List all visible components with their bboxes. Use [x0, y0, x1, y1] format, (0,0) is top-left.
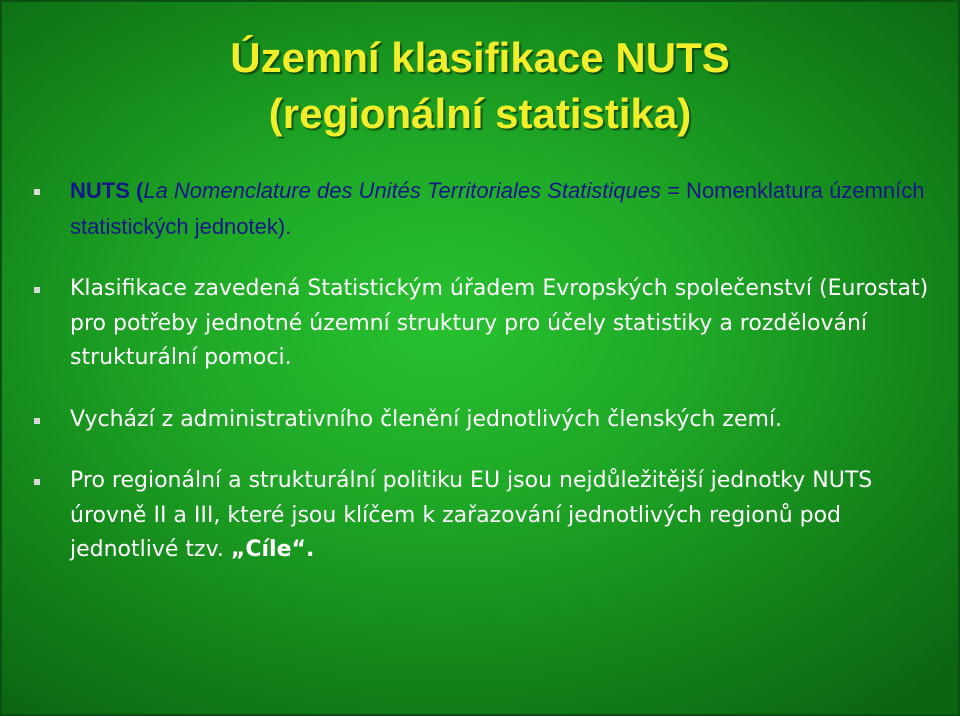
title-line-2: (regionální statistika) [268, 90, 692, 137]
square-bullet-icon [34, 418, 40, 424]
bullet-text: Vychází z administrativního členění jednotlivých členských zemí. [70, 406, 783, 432]
title-line-1: Územní klasifikace NUTS [230, 34, 730, 81]
bullet-text: Klasifikace zavedená Statistickým úřadem Evropských společenství (Eurostat) pro potřeby jednotné územní struktury pro účely statistiky a rozdělování strukturální pomoci. [70, 276, 929, 370]
goals-term: „Cíle“. [230, 537, 315, 562]
bullet-nuts-definition [28, 174, 948, 245]
bullet-eurostat [28, 272, 948, 376]
square-bullet-icon [34, 287, 40, 293]
square-bullet-icon [34, 479, 40, 485]
bullet-administrative [28, 403, 948, 438]
square-bullet-icon [34, 189, 40, 195]
bullet-regional-policy [28, 464, 948, 568]
nuts-czech-name: = Nomenklatura územních statistických jednotek). [70, 178, 925, 239]
nuts-french-name: La Nomenclature des Unités Territoriales Statistiques [143, 178, 661, 203]
nuts-acronym: NUTS ( [70, 178, 144, 203]
bullet-list [28, 174, 948, 568]
nuts-lead [70, 178, 925, 239]
slide-title [2, 30, 958, 142]
bullet-text: Pro regionální a strukturální politiku EU jsou nejdůležitější jednotky NUTS úrovně II a III, které jsou klíčem k zařazování jednotlivých regionů pod jednotlivé tzv. [70, 468, 873, 562]
